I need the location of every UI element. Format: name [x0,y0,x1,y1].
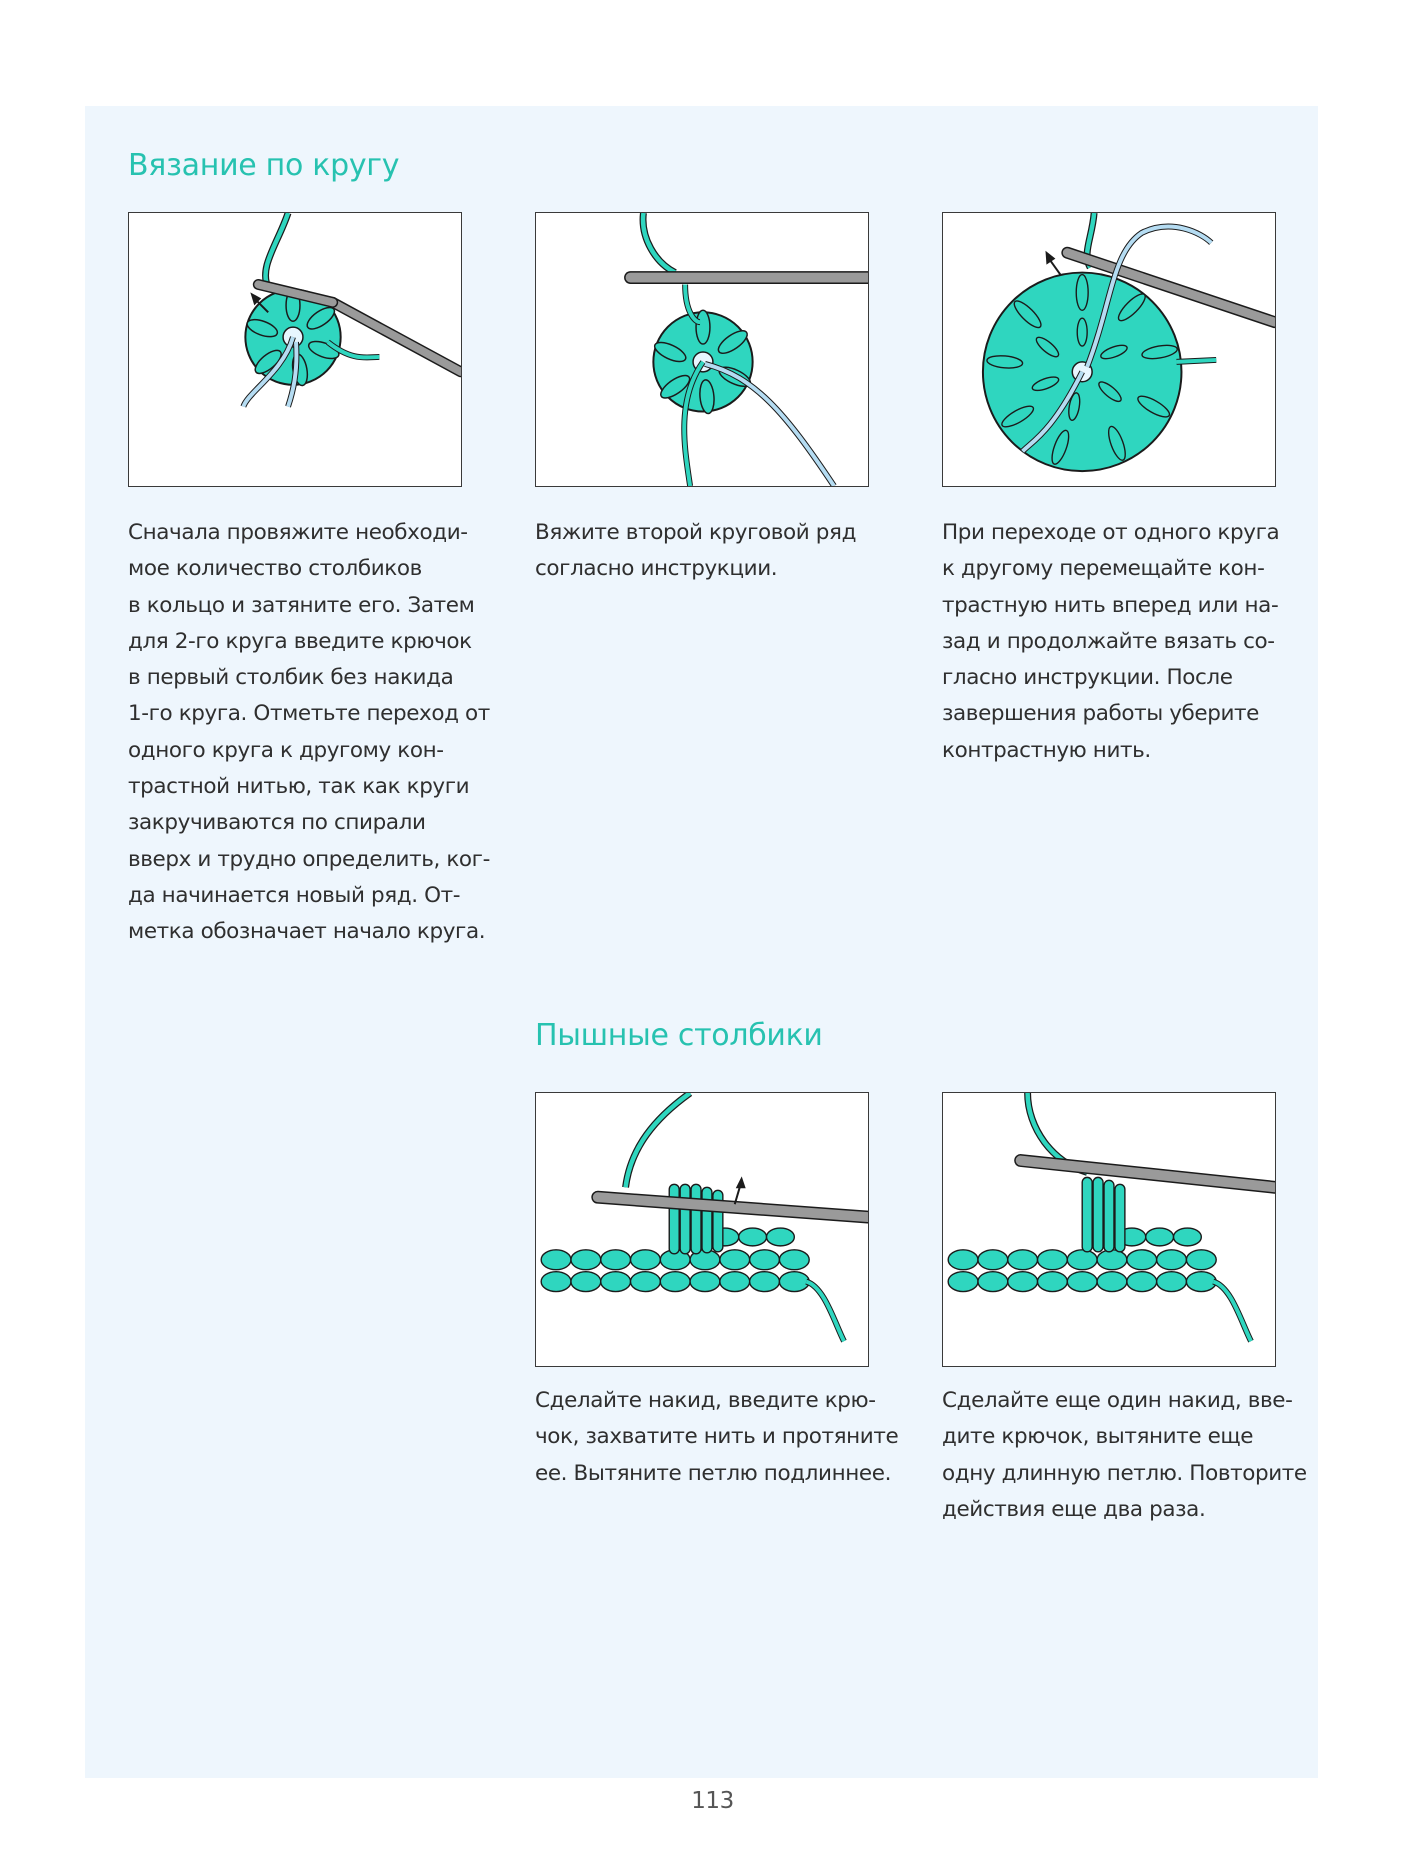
puff-stitch-step-1-text [535,1383,899,1492]
text-line: Сделайте еще один накид, вве- [942,1388,1293,1413]
text-line: контрастную нить. [942,737,1151,763]
text-line: в кольцо и затяните его. Затем [128,592,475,618]
crochet-round-step-3-text [942,515,1282,769]
crochet-round-step-2-text [535,515,875,588]
text-line: Сначала провяжите необходи- [128,520,468,545]
text-line: одну длинную петлю. Повторите [942,1460,1307,1486]
crochet-round-step-2-illustration [535,212,869,487]
crochet-round-step-1-text [128,515,490,951]
text-line: для 2-го круга введите крючок [128,628,472,654]
text-line: к другому перемещайте кон- [942,556,1265,582]
text-line: да начинается новый ряд. От- [128,882,461,908]
text-line: одного круга к другому кон- [128,737,444,763]
text-line: гласно инструкции. После [942,665,1233,691]
text-line: дите крючок, вытяните еще [942,1424,1254,1450]
page-number: 113 [691,1788,734,1814]
text-line: действия еще два раза. [942,1496,1206,1522]
text-line: метка обозначает начало круга. [128,919,486,945]
puff-stitch-step-1-illustration [535,1092,869,1367]
text-line: трастной нитью, так как круги [128,774,470,800]
crochet-round-step-1-illustration [128,212,462,487]
text-line: зад и продолжайте вязать со- [942,628,1275,654]
text-line: закручиваются по спирали [128,810,426,836]
text-line: в первый столбик без накида [128,665,454,691]
text-line: чок, захватите нить и протяните [535,1424,899,1450]
text-line: вверх и трудно определить, ког- [128,846,490,872]
text-line: мое количество столбиков [128,556,422,582]
section-title-crochet-in-round: Вязание по кругу [128,148,400,183]
text-line: При переходе от одного круга [942,520,1280,545]
puff-stitch-step-2-illustration [942,1092,1276,1367]
crochet-round-step-3-illustration [942,212,1276,487]
text-line: Сделайте накид, введите крю- [535,1388,876,1413]
text-line: трастную нить вперед или на- [942,592,1279,618]
puff-stitch-step-2-text [942,1383,1307,1528]
text-line: 1-го круга. Отметьте переход от [128,701,490,727]
text-line: завершения работы уберите [942,701,1260,727]
section-title-puff-stitches: Пышные столбики [535,1018,823,1053]
text-line: ее. Вытяните петлю подлиннее. [535,1460,891,1486]
text-line: согласно инструкции. [535,556,778,582]
text-line: Вяжите второй круговой ряд [535,520,857,545]
